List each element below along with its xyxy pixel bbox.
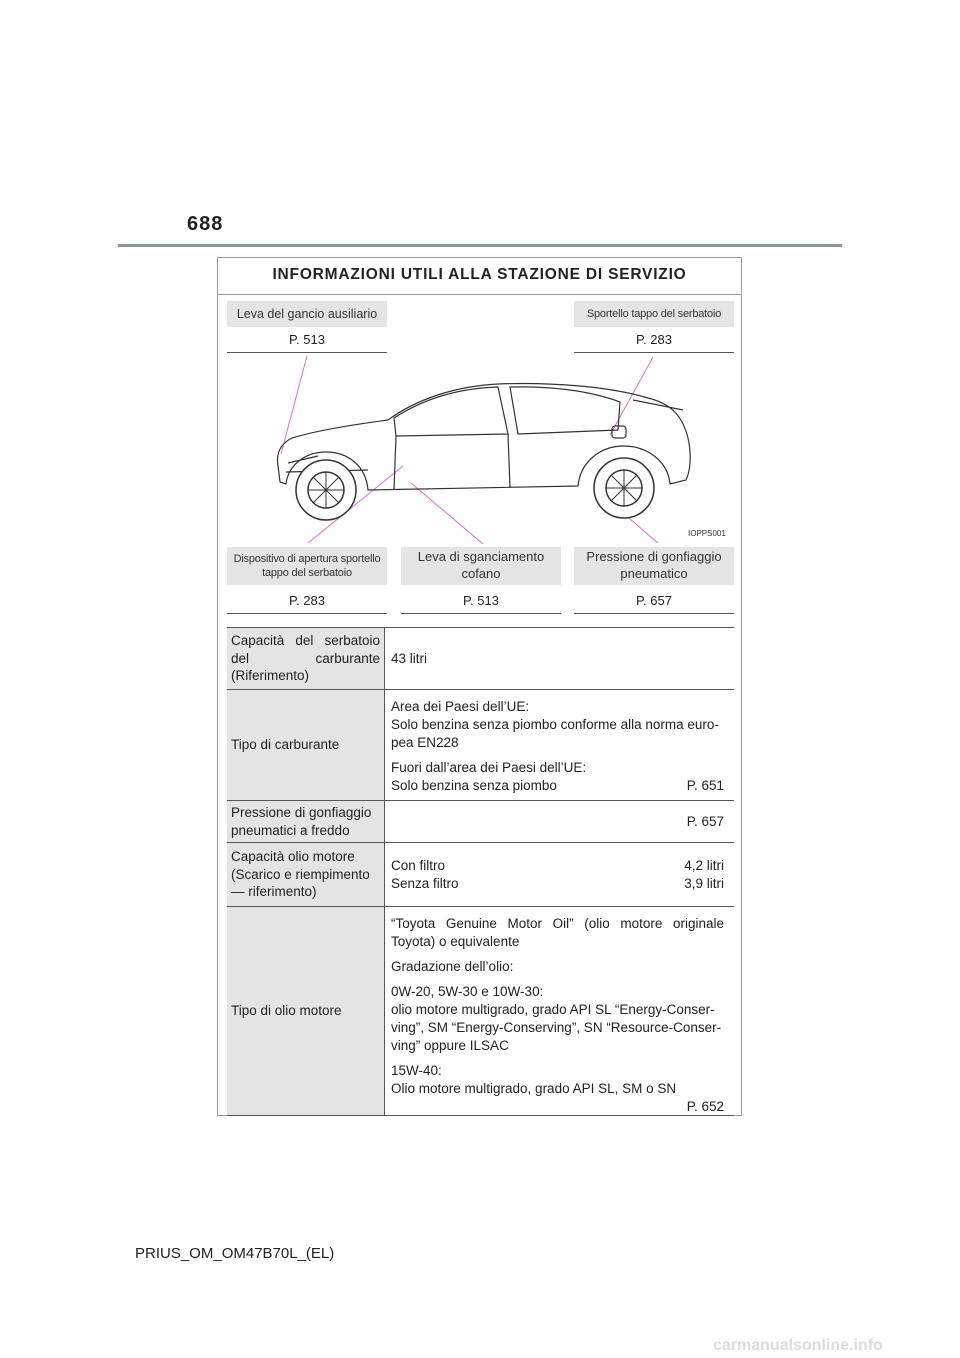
- row-label-fuel-capacity: Capacità del serbatoio del carburante (Riferimento): [227, 628, 385, 689]
- oil-type-genuine: “Toyota Genuine Motor Oil” (olio motore originale Toyota) o equivalente: [391, 916, 724, 949]
- figure-code: IOPPS001: [688, 529, 726, 538]
- row-label-oil-capacity: Capacità olio motore (Scarico e riempimento — riferimento): [227, 843, 385, 906]
- header-rule: [118, 244, 842, 247]
- oil-with-filter-line: [391, 857, 724, 875]
- fuel-type-eu-text: Solo benzina senza piombo conforme alla norma euro-pea EN228: [391, 716, 719, 750]
- oil-type-ref[interactable]: P. 652: [686, 1098, 724, 1114]
- oil-without-filter-value: 3,9 litri: [684, 875, 724, 891]
- oil-grade-low-heading: 0W-20, 5W-30 e 10W-30:: [391, 983, 544, 999]
- page-number: 688: [187, 213, 224, 235]
- oil-without-filter-label: Senza filtro: [391, 875, 459, 891]
- label-hood-release: Leva di sganciamento cofano: [401, 547, 561, 585]
- watermark: carmanualsonline.info: [713, 1337, 883, 1354]
- table-row: [227, 843, 734, 907]
- fuel-type-ref[interactable]: P. 651: [686, 777, 724, 793]
- oil-grade-high-heading: 15W-40:: [391, 1062, 442, 1078]
- label-tire-pressure: Pressione di gonfiaggio pneumatico: [574, 547, 734, 585]
- ref-tire-pressure[interactable]: P. 657: [574, 593, 734, 614]
- fuel-type-non-eu-line: [391, 777, 724, 795]
- label-aux-hook-lever: Leva del gancio ausiliario: [227, 301, 387, 327]
- oil-without-filter-line: [391, 875, 724, 893]
- ref-aux-hook-lever[interactable]: P. 513: [227, 332, 387, 353]
- label-fuel-door: Sportello tappo del serbatoio: [574, 301, 734, 327]
- row-label-tire-pressure: Pressione di gonfiaggio pneumatici a freddo: [227, 801, 385, 842]
- row-label-fuel-type: Tipo di carburante: [227, 690, 385, 800]
- oil-grade-high-text: Olio motore multigrado, grado API SL, SM o SN: [391, 1080, 677, 1096]
- oil-grade-low-text: olio motore multigrado, grado API SL “Energy-Conser-ving”, SM “Energy-Conserving”, SN “Resource-Conser-ving” oppure ILSAC: [391, 1001, 722, 1053]
- tire-pressure-ref[interactable]: P. 657: [686, 813, 724, 829]
- ref-hood-release[interactable]: P. 513: [401, 593, 561, 614]
- car-wheels: [296, 458, 654, 520]
- spec-table: [227, 627, 734, 1116]
- fuel-type-eu-heading: Area dei Paesi dell’UE:: [391, 699, 530, 714]
- ref-fuel-door[interactable]: P. 283: [574, 332, 734, 353]
- fuel-capacity-value: 43 litri: [391, 650, 428, 666]
- fuel-type-non-eu-text: Solo benzina senza piombo: [391, 777, 557, 793]
- box-title: INFORMAZIONI UTILI ALLA STAZIONE DI SERVIZIO: [218, 258, 741, 295]
- table-row: [227, 907, 734, 1116]
- car-illustration: [218, 258, 741, 548]
- footer-doc-code: PRIUS_OM_OM47B70L_(EL): [135, 1245, 335, 1262]
- row-label-oil-type: Tipo di olio motore: [227, 907, 385, 1115]
- table-row: [227, 801, 734, 843]
- service-info-box: [217, 257, 742, 1116]
- table-row: [227, 628, 734, 690]
- fuel-type-non-eu-heading: Fuori dall’area dei Paesi dell’UE:: [391, 759, 587, 775]
- oil-type-grade-heading: Gradazione dell’olio:: [391, 958, 514, 974]
- ref-fuel-door-opener[interactable]: P. 283: [227, 593, 387, 614]
- label-fuel-door-opener: Dispositivo di apertura sportello tappo del serbatoio: [227, 547, 387, 585]
- oil-with-filter-value: 4,2 litri: [684, 857, 724, 873]
- oil-with-filter-label: Con filtro: [391, 857, 446, 873]
- table-row: [227, 690, 734, 801]
